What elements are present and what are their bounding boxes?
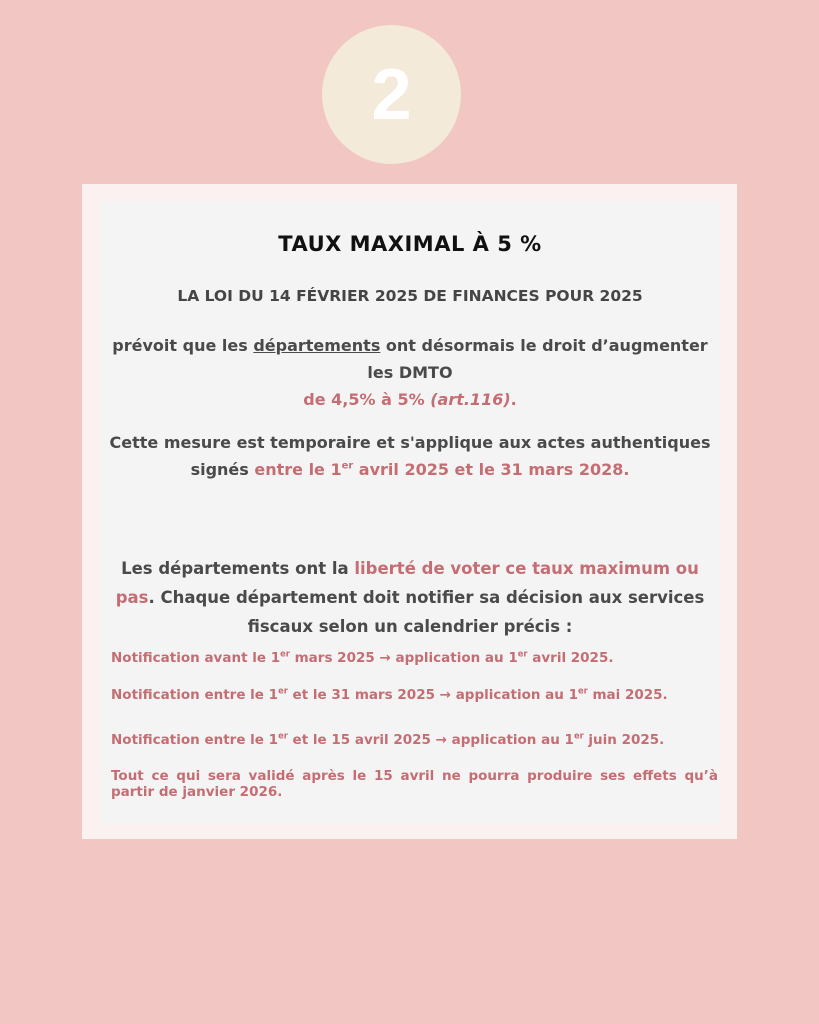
paragraph-law xyxy=(100,332,720,413)
notice-text: Notification entre le 1 xyxy=(111,687,279,703)
notice-sup: er xyxy=(577,685,588,696)
date-range-end: avril 2025 et le 31 mars 2028. xyxy=(353,460,630,479)
final-note: Tout ce qui sera validé après le 15 avril ne pourra produire ses effets qu’à partir de janvier 2026. xyxy=(111,768,718,800)
article-reference: (art.116) xyxy=(430,390,511,409)
notice-text: mars 2025 → application au 1 xyxy=(289,650,518,666)
notice-text: mai 2025. xyxy=(587,687,668,703)
paragraph-freedom xyxy=(100,554,720,641)
notice-sup: er xyxy=(517,648,528,659)
notice-sup: er xyxy=(280,648,290,659)
notice-text: et le 15 avril 2025 → application au 1 xyxy=(287,732,574,748)
paragraph-law-intro: prévoit que les xyxy=(112,336,254,355)
date-range-sup: er xyxy=(341,460,354,472)
notice-item xyxy=(111,650,718,666)
rate-highlight: de 4,5% à 5% xyxy=(303,390,431,409)
notice-sup: er xyxy=(573,730,584,741)
step-number: 2 xyxy=(371,54,412,135)
paragraph-freedom-intro: Les départements ont la xyxy=(121,559,355,578)
card-title: TAUX MAXIMAL À 5 % xyxy=(278,232,542,256)
paragraph-law-middle: ont désormais le droit d’augmenter les DMTO xyxy=(367,336,708,382)
departements-underlined: départements xyxy=(253,336,381,355)
notice-text: avril 2025. xyxy=(527,650,614,666)
paragraph-temporary-intro: Cette mesure est temporaire et s'applique aux actes authentiques signés xyxy=(109,433,711,479)
freedom-highlight: liberté de voter ce taux maximum ou pas xyxy=(115,559,699,607)
notice-text: Notification avant le 1 xyxy=(111,650,281,666)
paragraph-freedom-outro: . Chaque département doit notifier sa décision aux services fiscaux selon un calendrier précis : xyxy=(148,588,705,636)
notice-sup: er xyxy=(278,730,288,741)
card-subtitle: LA LOI DU 14 FÉVRIER 2025 DE FINANCES POUR 2025 xyxy=(177,287,643,305)
step-number-badge xyxy=(322,25,461,164)
notice-text: et le 31 mars 2025 → application au 1 xyxy=(287,687,578,703)
paragraph-temporary xyxy=(100,429,720,483)
notice-item xyxy=(111,687,718,703)
notice-sup: er xyxy=(278,685,288,696)
info-card xyxy=(100,201,720,824)
paragraph-law-end: . xyxy=(510,390,517,409)
notice-text: juin 2025. xyxy=(583,732,665,748)
notice-item xyxy=(111,732,718,748)
date-range-start: entre le 1 xyxy=(254,460,342,479)
notice-text: Notification entre le 1 xyxy=(111,732,279,748)
